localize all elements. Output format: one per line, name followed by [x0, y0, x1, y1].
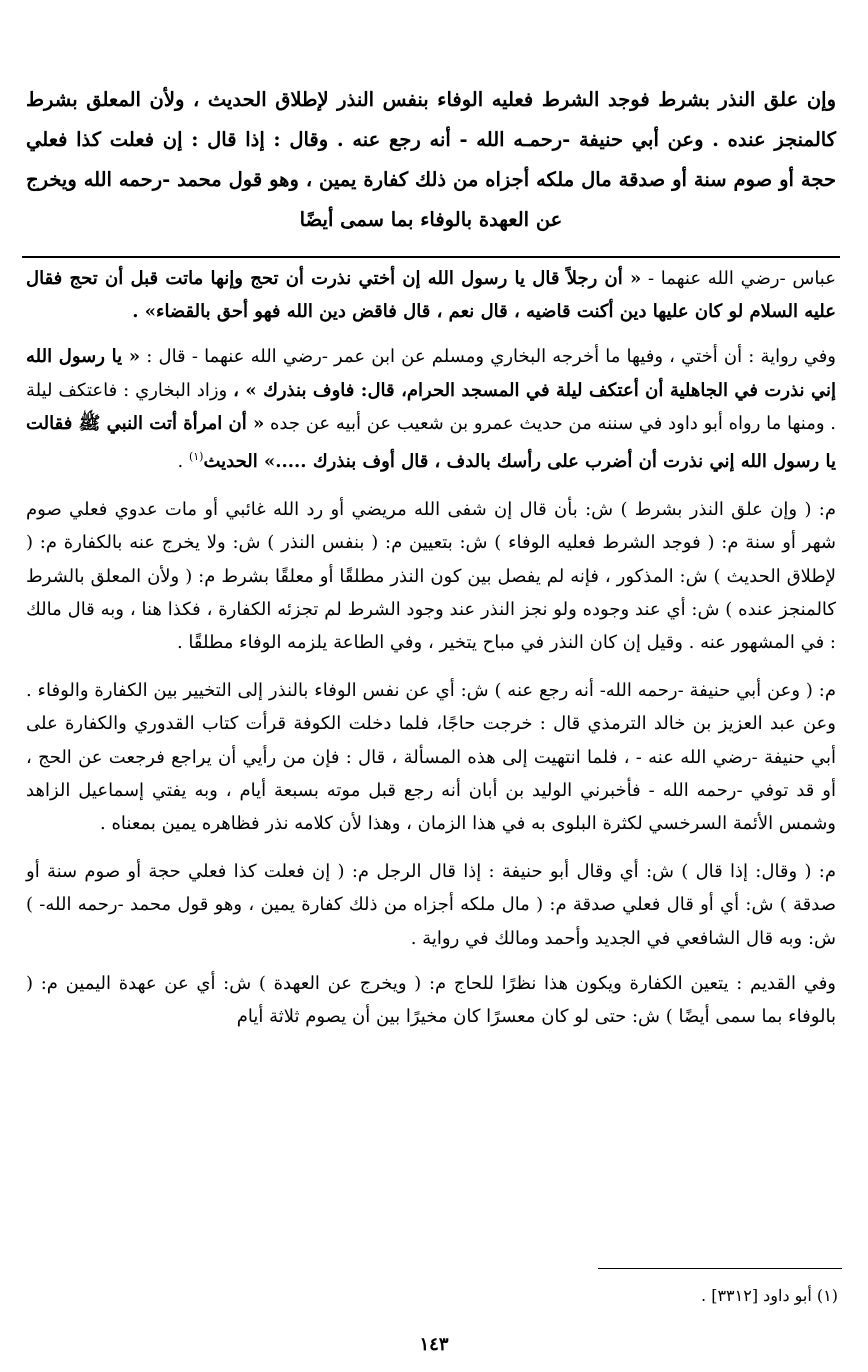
p2-text-b: وزاد البخاري : فاعتكف ليلة . ومنها ما رواه أبو داود في سننه من حديث عمرو بن شعيب عن أبيه عن جده — [26, 379, 836, 434]
commentary-paragraph-1 — [26, 262, 836, 328]
commentary-paragraph-4: م: ( وعن أبي حنيفة -رحمه الله- أنه رجع عنه ) ش: أي عن نفس الوفاء بالنذر إلى التخيير بين الكفارة والوفاء . وعن عبد العزيز بن خالد الترمذي قال : خرجت حاجًا، فلما دخلت الكوفة قرأت كتاب القدوري والكفارة على أبي حنيفة -رضي الله عنه - ، فلما انتهيت إلى هذه المسألة ، قال : فإن من رأيي أن يراجع فرجعت عن الحج ، أو قد توفي -رحمه الله - فأخبرني الوليد بن أبان أنه رجع قبل موته بسبعة أيام ، وبه يفتي إسماعيل الزاهد وشمس الأئمة السرخسي لكثرة البلوى به في هذا الزمان ، وهذا لأن كلامه نذر فظاهره يمين بمعناه . — [26, 680, 836, 835]
matn-text: وإن علق النذر بشرط فوجد الشرط فعليه الوفاء بنفس النذر لإطلاق الحديث ، ولأن المعلق بشرط كالمنجز عنده . وعن أبي حنيفة -رحمـه الله - أنه رجع عنه . وقال : إذا قال : إن فعلت كذا فعلي حجة أو صوم سنة أو صدقة مال ملكه أجزاه من ذلك كفارة يمين ، وهو قول محمد -رحمه الله ويخرج عن العهدة بالوفاء بما سمى أيضًا — [26, 88, 836, 231]
p1-start: عباس -رضي الله عنهما - — [641, 268, 836, 289]
p2-hadith-quote-2: « أن امرأة أتت النبي ﷺ فقالت يا رسول الله إني نذرت أن أضرب على رأسك بالدف ، قال أوف بنذرك .....» الحديث — [26, 412, 836, 473]
commentary-paragraph-6: وفي القديم : يتعين الكفارة ويكون هذا نظرًا للحاج م: ( ويخرج عن العهدة ) ش: أي عن عهدة اليمين م: ( بالوفاء بما سمى أيضًا ) ش: حتى لو كان معسرًا كان مخيرًا بين أن يصوم ثلاثة أيام — [26, 972, 836, 1028]
p2-hadith-quote-1: « يا رسول الله إني نذرت في الجاهلية أن أعتكف ليلة في المسجد الحرام، قال: فاوف بنذرك » ، — [26, 346, 836, 401]
footnote: (١) أبو داود [٣٣١٢] . — [701, 1286, 838, 1305]
commentary — [26, 262, 836, 1048]
commentary-paragraph-3: م: ( وإن علق النذر بشرط ) ش: بأن قال إن شفى الله مريضي أو رد الله غائبي أو مات عدوي فعلي صوم شهر أو سنة م: ( فوجد الشرط فعليه الوفاء ) ش: بتعيين م: ( بنفس النذر ) ش: ولا يخرج عنه بالكفارة م: ( لإطلاق الحديث ) ش: المذكور ، فإنه لم يفصل بين كون النذر مطلقًا أو معلقًا بشرط م: ( ولأن المعلق بالشرط كالمنجز عنده ) ش: أي عند وجوده ولو نجز النذر عند وجود الشرط لم تجزئه الكفارة ، فكذا هنا ، وبه قال مالك : في المشهور عنه . وقيل إن كان النذر في مباح يتخير ، وفي الطاعة يلزمه الوفاء مطلقًا . — [26, 499, 836, 654]
main-divider — [22, 256, 840, 258]
p2-text-a: وفي رواية : أن أختي ، وفيها ما أخرجه البخاري ومسلم عن ابن عمر -رضي الله عنهما - قال : — [140, 346, 836, 368]
footnote-divider — [598, 1268, 842, 1269]
page-number: ١٤٣ — [419, 1334, 449, 1355]
footnote-marker[interactable]: (١) — [188, 450, 204, 464]
commentary-paragraph-2 — [26, 340, 836, 478]
p1-hadith-quote: « أن رجلاً قال يا رسول الله إن أختي نذرت أن تحج وإنها ماتت قبل أن تحج فقال عليه السلام لو كان عليها دين أكنت قاضيه ، قال نعم ، قال فاقض دين الله فهو أحق بالقضاء» . — [26, 268, 836, 323]
p2-end: . — [177, 451, 189, 473]
commentary-paragraph-5: م: ( وقال: إذا قال ) ش: أي وقال أبو حنيفة : إذا قال الرجل م: ( إن فعلت كذا فعلي حجة أو صوم سنة أو صدقة ) ش: أي أو قال فعلي صدقة م: ( مال ملكه أجزاه من ذلك كفارة يمين ، وهو قول محمد -رحمه الله- ) ش: وبه قال الشافعي في الجديد وأحمد ومالك في رواية . — [26, 861, 837, 949]
